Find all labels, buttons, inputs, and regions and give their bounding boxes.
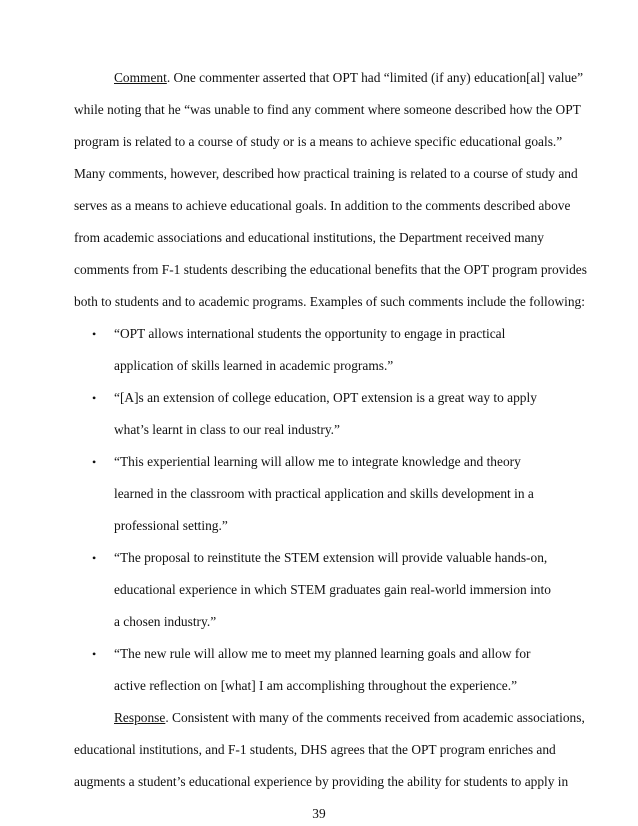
- bullet-4-line: educational experience in which STEM graduates gain real-world immersion into: [114, 582, 551, 597]
- bullet-5-line: active reflection on [what] I am accomplishing throughout the experience.”: [114, 678, 518, 693]
- bullet-2-line: “[A]s an extension of college education, OPT extension is a great way to apply: [114, 390, 537, 405]
- bullet-3-line: “This experiential learning will allow me to integrate knowledge and theory: [114, 454, 521, 469]
- bullet-icon: •: [92, 455, 97, 469]
- bullet-1-line: “OPT allows international students the opportunity to engage in practical: [114, 326, 506, 341]
- bullet-icon: •: [92, 391, 97, 405]
- paragraph-2-line: augments a student’s educational experience by providing the ability for students to apply in: [74, 774, 569, 789]
- bullet-3-line: professional setting.”: [114, 518, 228, 533]
- paragraph-1-line: program is related to a course of study or is a means to achieve specific educational goals.”: [74, 134, 563, 149]
- paragraph-1-line: Many comments, however, described how practical training is related to a course of study and: [74, 166, 578, 181]
- page-number: 39: [312, 806, 326, 821]
- response-label: Response: [114, 710, 166, 725]
- paragraph-1-line: comments from F-1 students describing the educational benefits that the OPT program provides: [74, 262, 587, 277]
- bullet-4-line: “The proposal to reinstitute the STEM extension will provide valuable hands-on,: [114, 550, 548, 565]
- paragraph-1-line: both to students and to academic programs. Examples of such comments include the following:: [74, 294, 585, 309]
- bullet-2-line: what’s learnt in class to our real industry.”: [114, 422, 340, 437]
- paragraph-1-line: while noting that he “was unable to find any comment where someone described how the OPT: [74, 102, 581, 117]
- paragraph-2-first-line: [114, 710, 585, 726]
- bullet-3-line: learned in the classroom with practical application and skills development in a: [114, 486, 534, 501]
- paragraph-1-line: serves as a means to achieve educational goals. In addition to the comments described above: [74, 198, 571, 213]
- paragraph-1-first-line-text: . One commenter asserted that OPT had “limited (if any) education[al] value”: [166, 70, 584, 85]
- bullet-icon: •: [92, 551, 97, 565]
- bullet-4-line: a chosen industry.”: [114, 614, 217, 629]
- paragraph-2-first-line-text: . Consistent with many of the comments received from academic associations,: [165, 710, 585, 725]
- paragraph-2-line: educational institutions, and F-1 students, DHS agrees that the OPT program enriches and: [74, 742, 556, 757]
- comment-label: Comment: [114, 70, 167, 85]
- paragraph-1-line: from academic associations and educational institutions, the Department received many: [74, 230, 544, 245]
- bullet-icon: •: [92, 647, 97, 661]
- bullet-5-line: “The new rule will allow me to meet my planned learning goals and allow for: [114, 646, 531, 661]
- bullet-1-line: application of skills learned in academic programs.”: [114, 358, 394, 373]
- bullet-icon: •: [92, 327, 97, 341]
- paragraph-1-first-line: [114, 70, 583, 86]
